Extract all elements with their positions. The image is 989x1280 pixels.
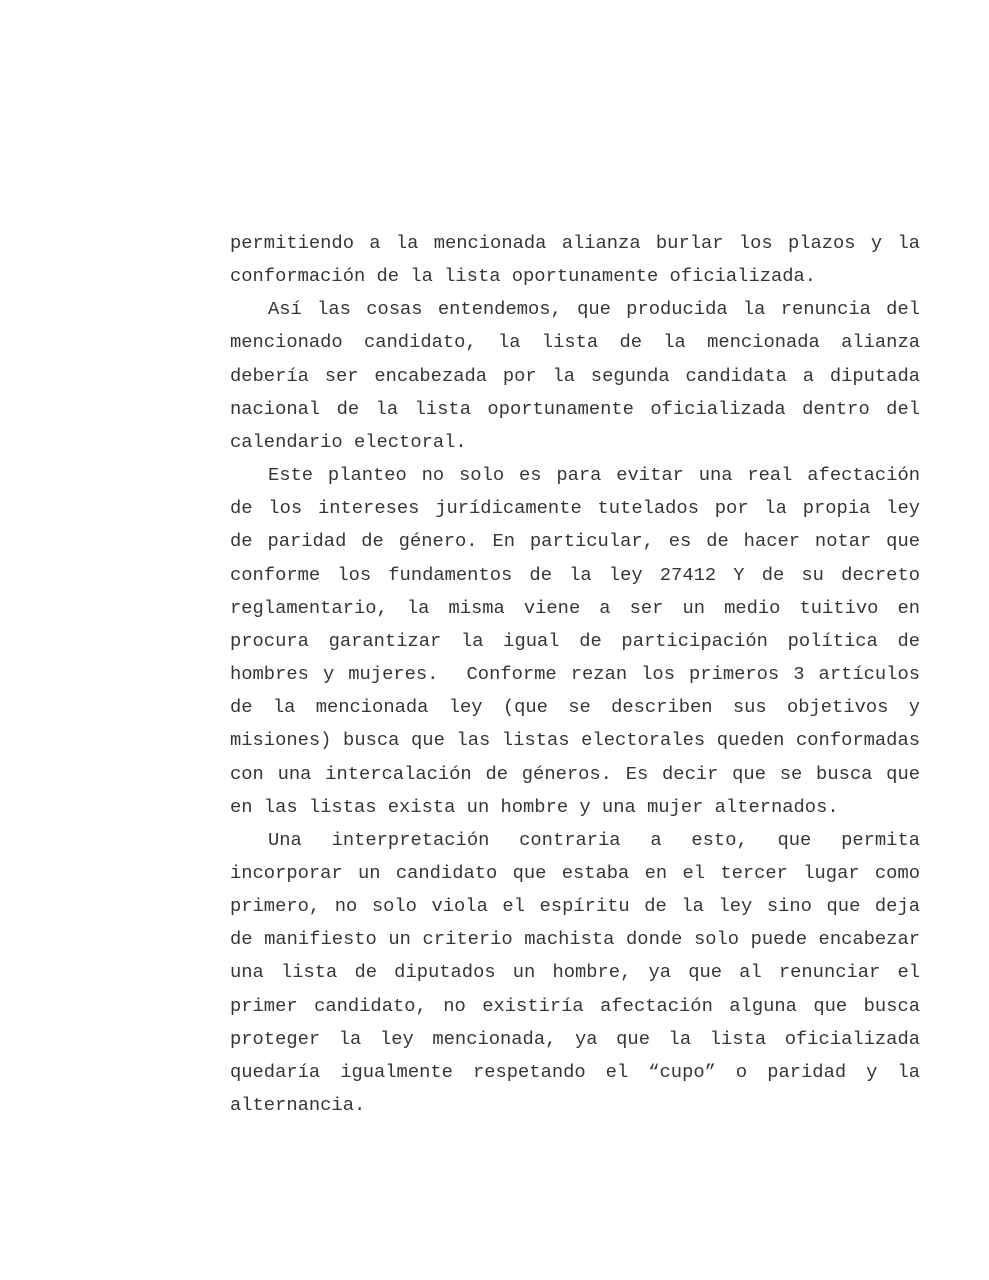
text-line: debería ser encabezada por la segunda candidata a diputada [230,364,920,387]
text-line: procura garantizar la igual de participación política de [230,629,920,652]
text-line: misiones) busca que las listas electorales queden conformadas [230,729,920,752]
text-line: Así las cosas entendemos, que producida la renuncia del [268,298,920,321]
text-line: conformación de la lista oportunamente oficializada. [230,265,817,288]
text-line: de la mencionada ley (que se describen sus objetivos y [230,696,920,719]
text-line: incorporar un candidato que estaba en el tercer lugar como [230,861,920,884]
text-line: en las listas exista un hombre y una mujer alternados. [230,795,839,818]
text-line: mencionado candidato, la lista de la mencionada alianza [230,331,920,354]
text-line: primero, no solo viola el espíritu de la ley sino que deja [230,895,920,918]
text-line: nacional de la lista oportunamente oficializada dentro del [230,397,920,420]
text-line: conforme los fundamentos de la ley 27412 Y de su decreto [230,563,920,586]
text-line: permitiendo a la mencionada alianza burlar los plazos y la [230,232,920,254]
text-line: de manifiesto un criterio machista donde solo puede encabezar [230,928,920,951]
text-line: calendario electoral. [230,430,467,453]
text-line: hombres y mujeres. Conforme rezan los primeros 3 artículos [230,663,920,686]
text-line: Este planteo no solo es para evitar una real afectación [268,464,920,487]
text-line: primer candidato, no existiría afectación alguna que busca [230,994,920,1017]
text-line: Una interpretación contraria a esto, que permita [268,828,920,851]
text-line: proteger la ley mencionada, ya que la lista oficializada [230,1027,920,1050]
text-line: de los intereses jurídicamente tutelados por la propia ley [230,497,920,520]
text-line: con una intercalación de géneros. Es decir que se busca que [230,762,920,785]
text-line: quedaría igualmente respetando el “cupo” o paridad y la [230,1060,920,1083]
text-line: de paridad de género. En particular, es de hacer notar que [230,530,920,553]
text-line: alternancia. [230,1094,366,1117]
document-text-block [230,227,920,1122]
text-line: reglamentario, la misma viene a ser un medio tuitivo en [230,596,920,619]
text-line: una lista de diputados un hombre, ya que al renunciar el [230,961,920,984]
